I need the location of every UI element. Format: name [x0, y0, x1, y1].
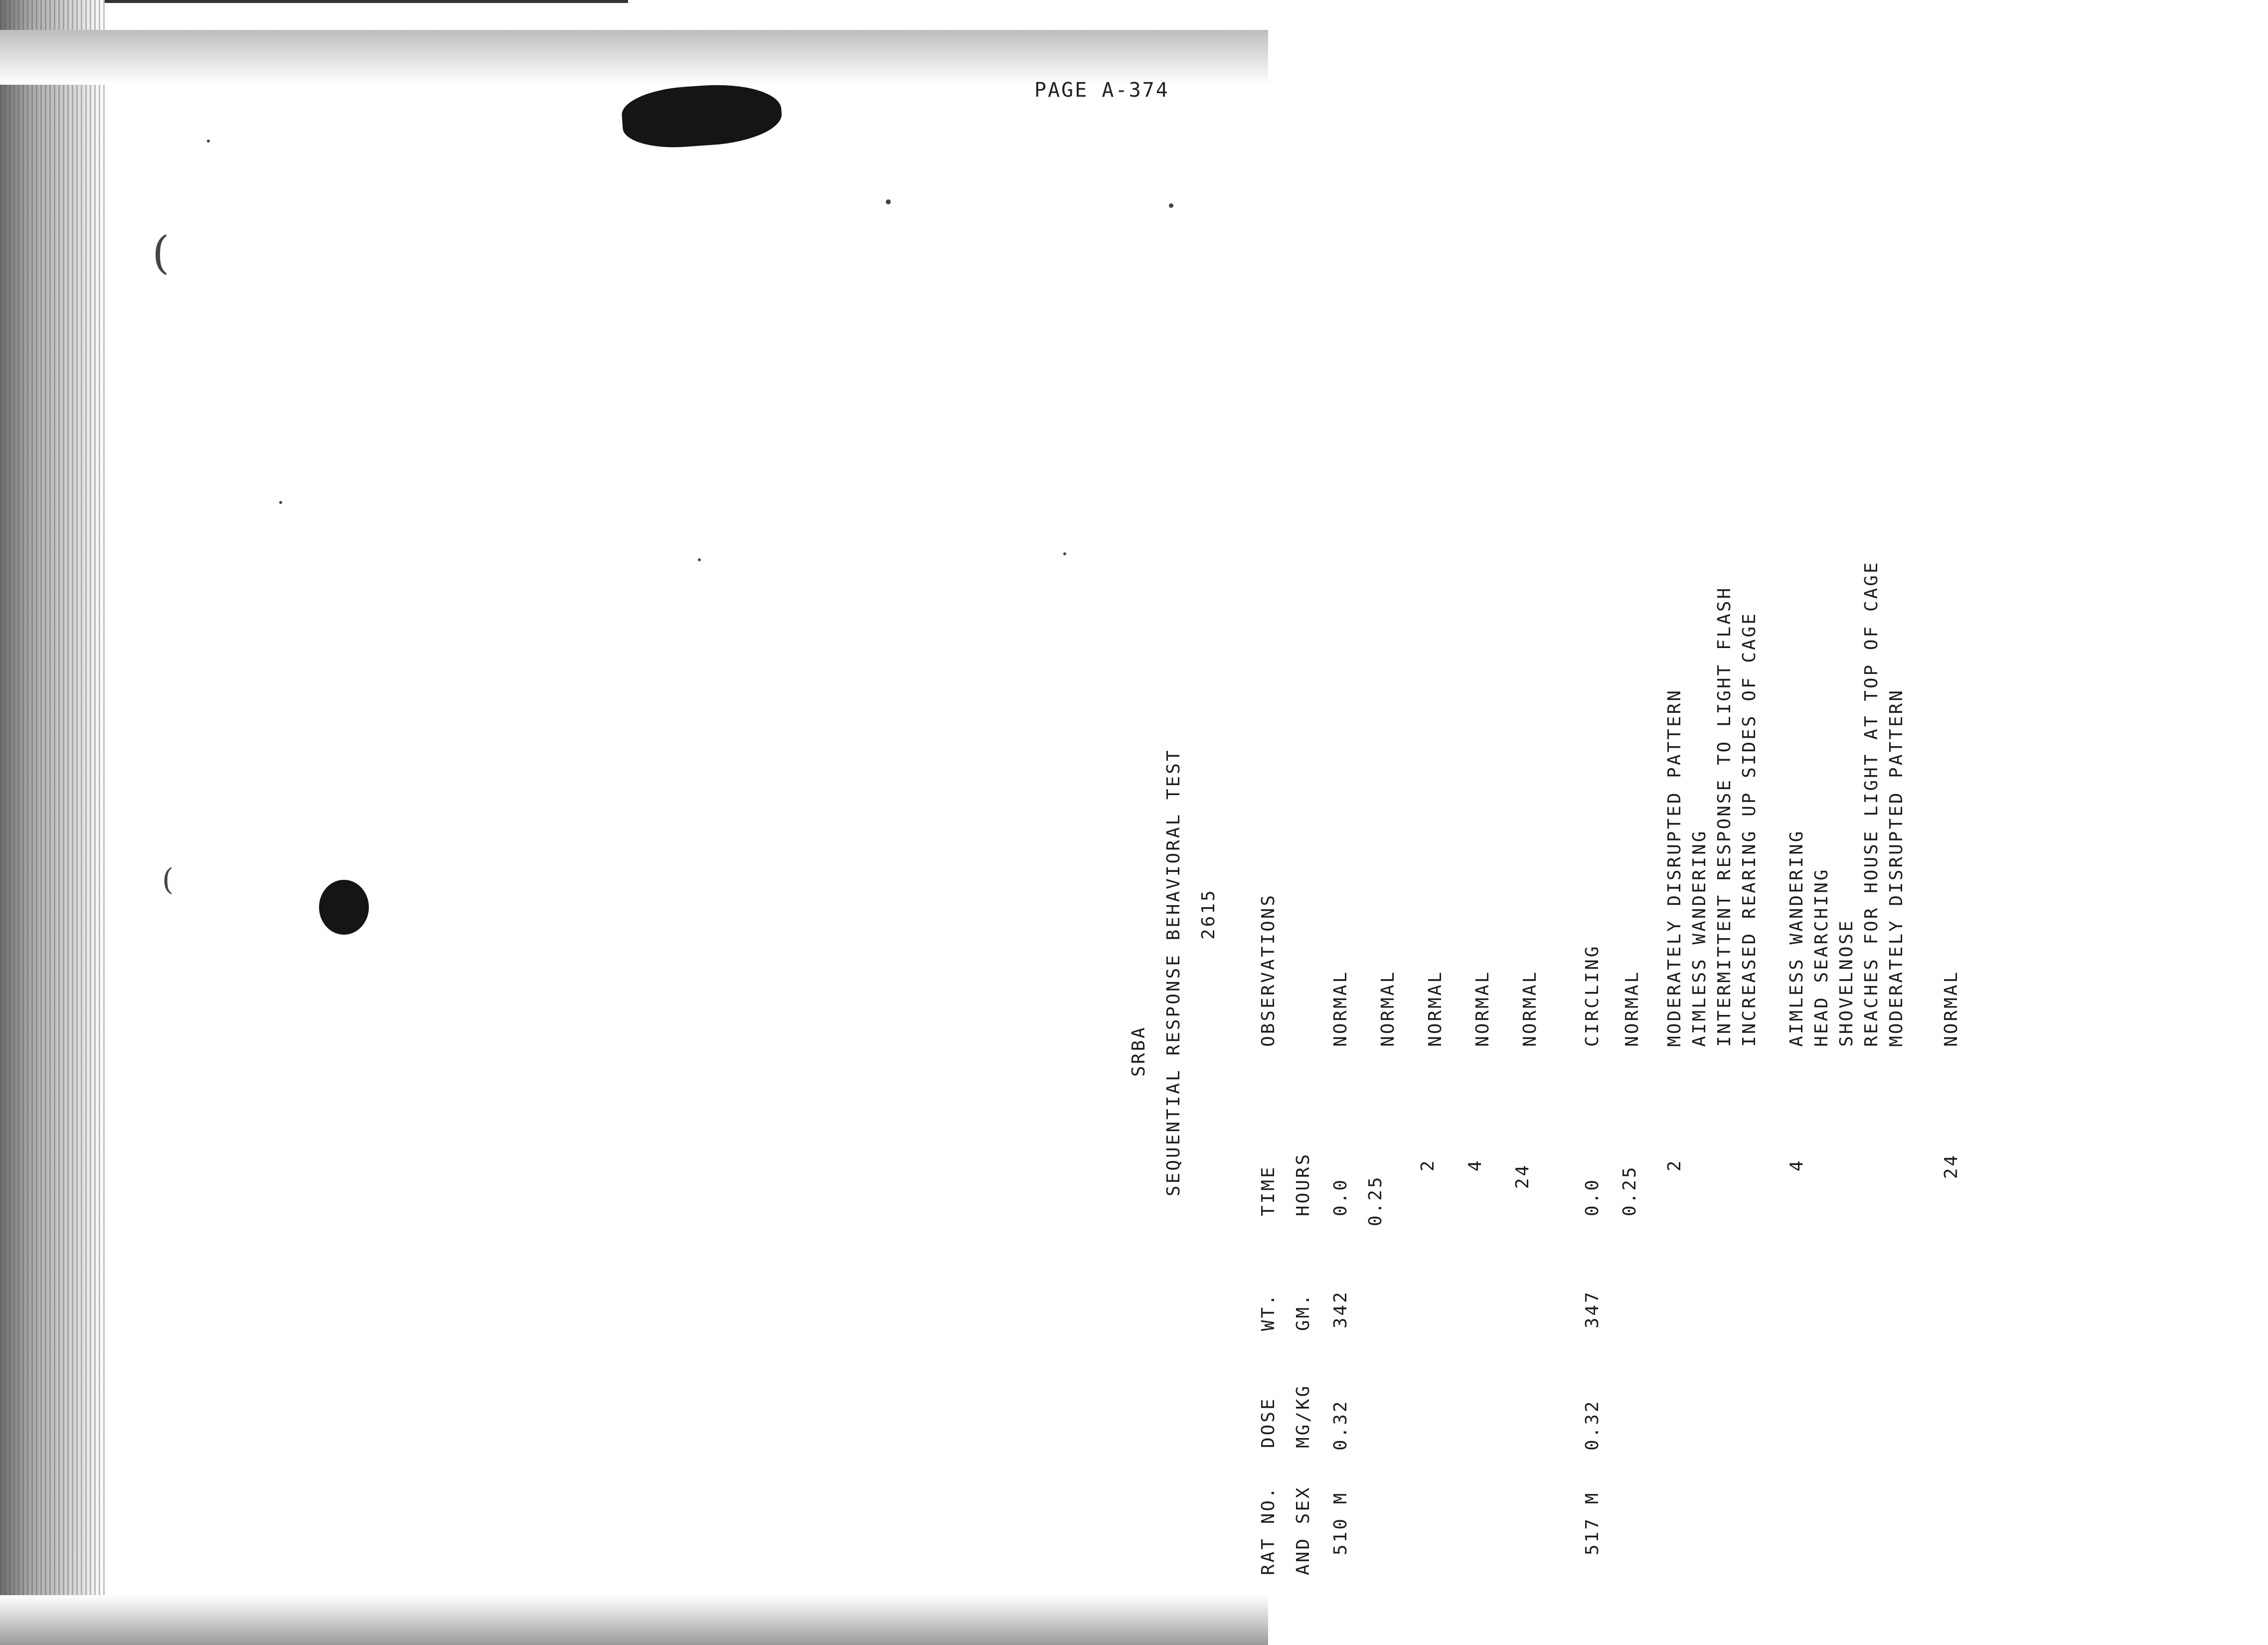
col-header-dose-sub: MG/KG [1293, 1384, 1313, 1448]
observation-line: HEAD SEARCHING [1811, 867, 1832, 1047]
scan-speck [1169, 203, 1173, 208]
rat-id: 510 M [1330, 1491, 1351, 1555]
time-value: 0.25 [1365, 1175, 1386, 1226]
page-number: PAGE A-374 [1034, 79, 1169, 102]
col-header-dose: DOSE [1258, 1397, 1279, 1448]
report-body [1129, 560, 2268, 1575]
scan-speck [698, 558, 701, 561]
col-header-weight-sub: GM. [1293, 1292, 1313, 1331]
col-header-time: TIME [1258, 1165, 1279, 1216]
col-header-weight: WT. [1258, 1292, 1279, 1331]
time-value: 4 [1465, 1158, 1485, 1171]
observation-line: SHOVELNOSE [1836, 919, 1857, 1047]
observation-line: AIMLESS WANDERING [1786, 829, 1807, 1047]
observation: CIRCLING [1582, 944, 1603, 1047]
redaction-mark [319, 880, 369, 935]
stray-paren-mark: ( [152, 227, 170, 279]
observation-block [1662, 586, 1762, 1047]
time-value: 24 [1512, 1163, 1533, 1189]
redaction-mark [620, 80, 784, 151]
scan-top-edge [0, 30, 1268, 85]
time-value: 0.25 [1620, 1165, 1640, 1216]
dose-value: 0.32 [1582, 1399, 1603, 1451]
report-title: SEQUENTIAL RESPONSE BEHAVIORAL TEST [1163, 748, 1184, 1196]
scan-speck [1063, 552, 1066, 555]
col-header-rat: RAT NO. [1258, 1485, 1279, 1575]
dose-value: 0.32 [1330, 1399, 1351, 1451]
observation-line: MODERATELY DISRUPTED PATTERN [1664, 688, 1685, 1047]
time-value: 24 [1941, 1153, 1961, 1179]
observation: NORMAL [1425, 970, 1446, 1047]
rat-id: 517 M [1582, 1491, 1603, 1555]
time-value: 0.0 [1330, 1177, 1351, 1216]
observation-line: INCREASED REARING UP SIDES OF CAGE [1739, 612, 1760, 1047]
time-value: 2 [1664, 1158, 1685, 1171]
col-header-rat-sub: AND SEX [1293, 1485, 1313, 1575]
observation-line: MODERATELY DISRUPTED PATTERN [1886, 688, 1907, 1047]
weight-value: 342 [1330, 1290, 1351, 1328]
report-abbrev: SRBA [1129, 1025, 1149, 1077]
scan-speck [279, 501, 282, 504]
observation-block [1784, 560, 1909, 1047]
time-value: 4 [1786, 1158, 1807, 1171]
stray-paren-mark: ( [162, 862, 174, 897]
scan-bottom-edge [0, 1595, 1268, 1645]
time-value: 2 [1418, 1158, 1438, 1171]
scan-speck [886, 199, 891, 204]
col-header-time-sub: HOURS [1293, 1152, 1313, 1216]
observation-line: AIMLESS WANDERING [1689, 829, 1710, 1047]
observation: NORMAL [1330, 970, 1351, 1047]
observation: NORMAL [1472, 970, 1493, 1047]
observation-line: INTERMITTENT RESPONSE TO LIGHT FLASH [1714, 586, 1735, 1047]
observation-line: REACHES FOR HOUSE LIGHT AT TOP OF CAGE [1861, 560, 1882, 1047]
observation: NORMAL [1378, 970, 1398, 1047]
col-header-observations: OBSERVATIONS [1258, 893, 1279, 1047]
observation: NORMAL [1520, 970, 1540, 1047]
observation: NORMAL [1941, 970, 1961, 1047]
scan-speck [207, 140, 210, 143]
time-value: 0.0 [1582, 1177, 1603, 1216]
scan-left-edge [0, 0, 105, 1645]
weight-value: 347 [1582, 1290, 1603, 1328]
observation: NORMAL [1622, 970, 1642, 1047]
compound-number: 2615 [1198, 888, 1219, 940]
